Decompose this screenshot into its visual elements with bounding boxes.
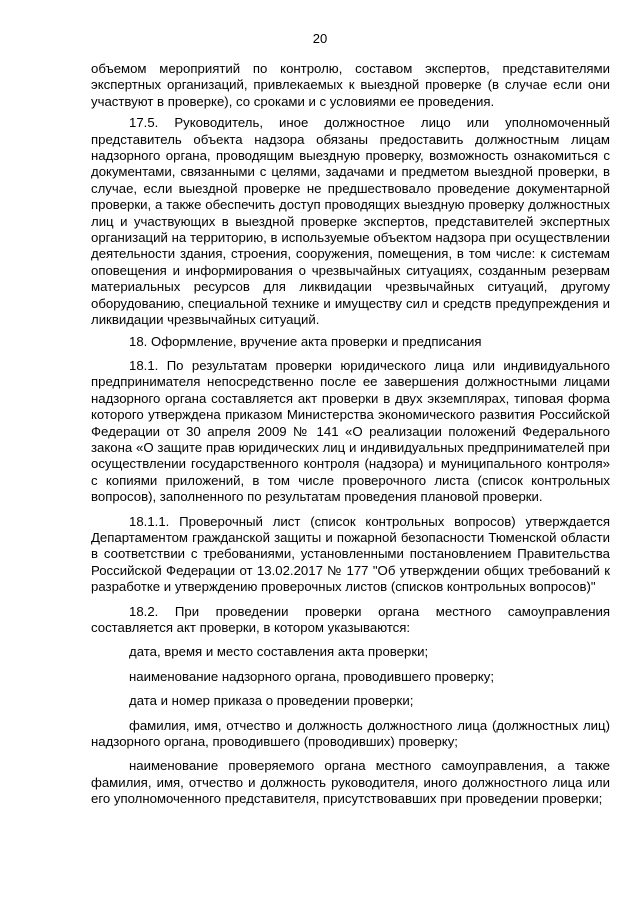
list-item: дата и номер приказа о проведении проверки; (129, 693, 414, 709)
list-item: дата, время и место составления акта проверки; (129, 644, 429, 660)
list-item: фамилия, имя, отчество и должность должностного лица (должностных лиц) надзорного органа, проводившего (проводивших) проверку; (91, 717, 610, 750)
paragraph-18-1-1: 18.1.1. Проверочный лист (список контрольных вопросов) утверждается Департаментом гражданской защиты и пожарной безопасности Тюменской области в соответствии с требованиями, установленными постановлением Правительства Российской Федерации от 13.02.2017 № 177 "Об утверждении общих требований к разработке и утверждению проверочных листов (списков контрольных вопросов)" (91, 513, 610, 595)
paragraph-18-1: 18.1. По результатам проверки юридического лица или индивидуального предпринимателя непосредственно после ее завершения должностными лицами надзорного органа составляется акт проверки в двух экземплярах, типовая форма которого утверждена приказом Министерства экономического развития Российской Федерации от 30 апреля 2009 № 141 «О реализации положений Федерального закона «О защите прав юридических лиц и индивидуальных предпринимателей при осуществлении государственного контроля (надзора) и муниципального контроля» с копиями приложений, в том числе проверочного листа (список контрольных вопросов), заполненного по результатам проведения плановой проверки. (91, 357, 610, 505)
paragraph-18-2: 18.2. При проведении проверки органа местного самоуправления составляется акт проверки, в котором указываются: (91, 603, 610, 635)
paragraph-continuation: объемом мероприятий по контролю, составом экспертов, представителями экспертных организаций, привлекаемых к выездной проверке (в случае если они участвуют в проверке), со сроками и с условиями ее проведения. (91, 61, 610, 109)
list-item: наименование надзорного органа, проводившего проверку; (129, 668, 495, 684)
list-item: наименование проверяемого органа местного самоуправления, а также фамилия, имя, отчество и должность руководителя, иного должностного лица или его уполномоченного представителя, присутствовавших при проведении проверки; (91, 758, 610, 807)
paragraph-17-5: 17.5. Руководитель, иное должностное лицо или уполномоченный представитель объекта надзора обязаны предоставить должностным лицам надзорного органа, проводящим выездную проверку, возможность ознакомиться с документами, связанными с целями, задачами и предметом выездной проверки, в случае, если выездной проверке не предшествовало проведение документарной проверки, а также обеспечить доступ проводящих выездную проверку должностных лиц и участвующих в выездной проверке экспертов, представителей экспертных организаций на территорию, в используемые объектом надзора при осуществлении деятельности здания, строения, сооружения, помещения, в том числе: к системам оповещения и информирования о чрезвычайных ситуациях, созданным резервам материальных ресурсов для ликвидации чрезвычайных ситуаций, другому оборудованию, специальной технике и имуществу сил и средств предупреждения и ликвидации чрезвычайных ситуаций. (91, 115, 610, 328)
page-number: 20 (312, 31, 328, 46)
section-heading-18: 18. Оформление, вручение акта проверки и предписания (129, 333, 482, 349)
body-text (91, 61, 610, 808)
